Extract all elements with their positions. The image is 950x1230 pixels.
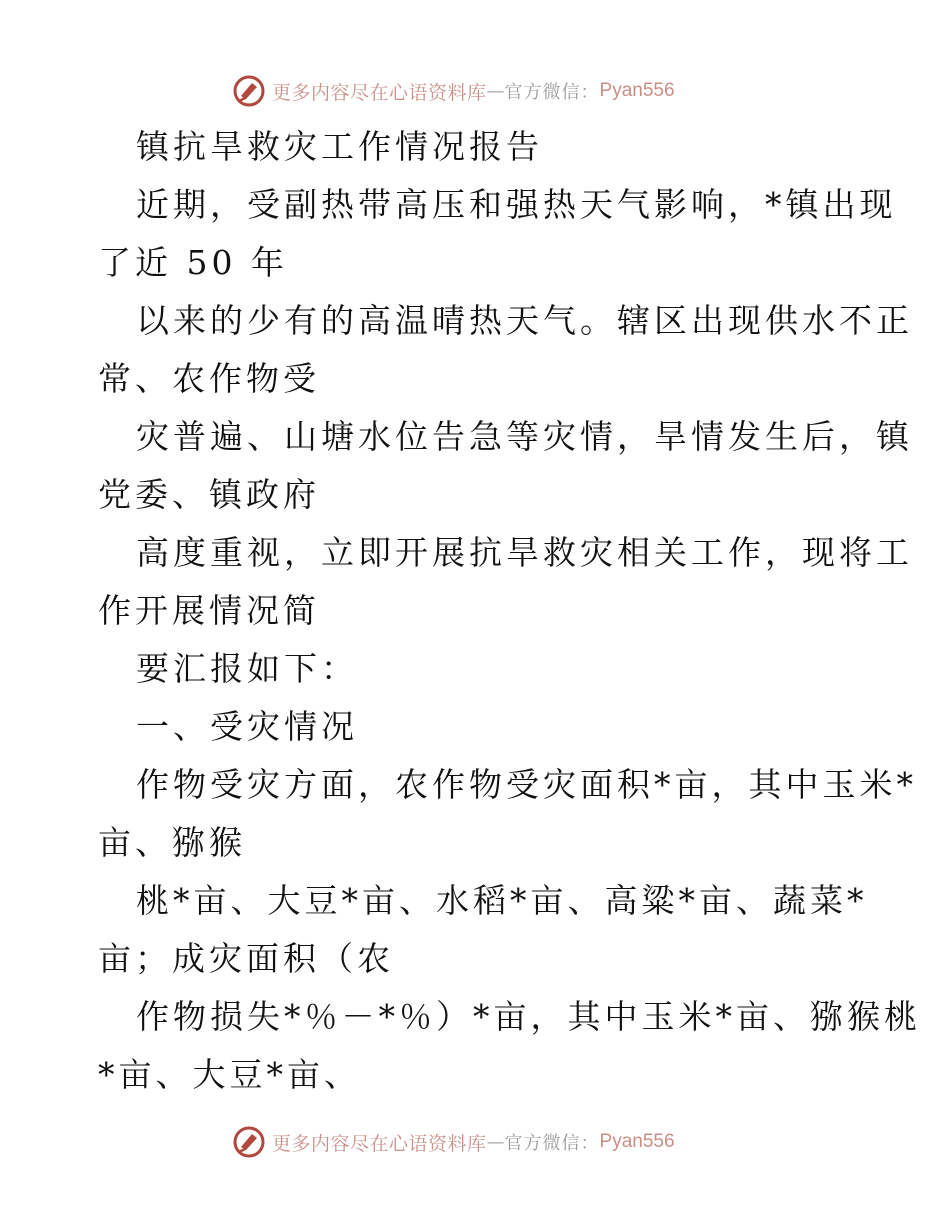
seal-logo-icon xyxy=(232,1125,266,1159)
watermark-brand-text: 更多内容尽在心语资料库 xyxy=(272,1132,487,1155)
paragraph-line: 灾普遍、山塘水位告急等灾情，旱情发生后，镇 xyxy=(136,417,913,456)
paragraph-line: 亩；成灾面积（农 xyxy=(98,939,394,978)
paragraph-line: 高度重视，立即开展抗旱救灾相关工作，现将工 xyxy=(136,533,913,572)
watermark-label: 官方微信： xyxy=(504,1133,600,1154)
watermark-label: 官方微信： xyxy=(504,82,600,103)
paragraph-line: *亩、大豆*亩、 xyxy=(98,1055,361,1094)
paragraph-line: 亩、猕猴 xyxy=(98,823,246,862)
header-watermark xyxy=(232,71,675,111)
paragraph-line: 常、农作物受 xyxy=(98,359,320,398)
paragraph-line: 党委、镇政府 xyxy=(98,475,320,514)
watermark-dash: — xyxy=(486,80,505,102)
paragraph-line: 作物损失*％－*％）*亩，其中玉米*亩、猕猴桃 xyxy=(136,997,921,1036)
paragraph-line: 以来的少有的高温晴热天气。辖区出现供水不正 xyxy=(136,301,913,340)
paragraph-line: 作物受灾方面，农作物受灾面积*亩，其中玉米* xyxy=(136,765,917,804)
document-body xyxy=(98,118,921,1104)
seal-logo-icon xyxy=(232,74,266,108)
watermark-dash: — xyxy=(486,1131,505,1153)
paragraph-line: 近期，受副热带高压和强热天气影响，*镇出现 xyxy=(136,185,897,224)
paragraph-line: 了近 50 年 xyxy=(98,243,288,282)
paragraph-line: 作开展情况简 xyxy=(98,591,320,630)
watermark-wechat-id: Pyan556 xyxy=(599,80,675,101)
document-title: 镇抗旱救灾工作情况报告 xyxy=(136,127,543,166)
paragraph-line: 要汇报如下： xyxy=(136,649,358,688)
watermark-wechat-id: Pyan556 xyxy=(599,1131,675,1152)
footer-watermark xyxy=(232,1122,675,1162)
section-heading: 一、受灾情况 xyxy=(136,707,358,746)
paragraph-line: 桃*亩、大豆*亩、水稻*亩、高粱*亩、蔬菜* xyxy=(136,881,868,920)
watermark-brand-text: 更多内容尽在心语资料库 xyxy=(272,81,487,104)
